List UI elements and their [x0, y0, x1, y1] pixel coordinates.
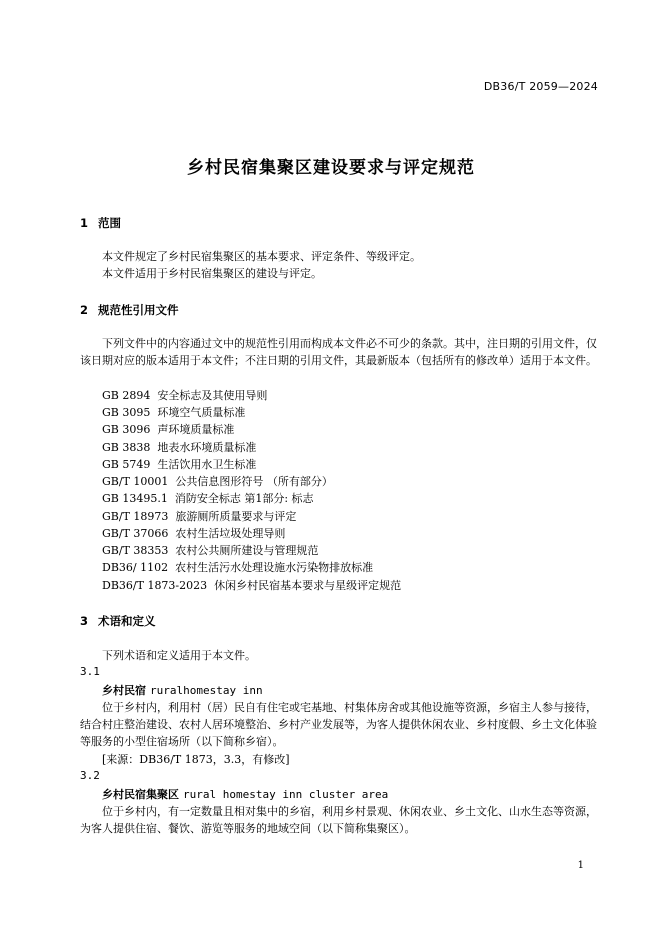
term-source: [来源：DB36/T 1873，3.3，有修改] — [102, 753, 290, 766]
term-name-en: ruralhomestay inn — [150, 684, 263, 697]
paragraph: 本文件适用于乡村民宿集聚区的建设与评定。 — [102, 267, 322, 280]
paragraph: 下列文件中的内容通过文中的规范性引用而构成本文件必不可少的条款。其中，注日期的引用文件，仅该日期对应的版本适用于本文件；不注日期的引用文件，其最新版本（包括所有的修改单）适用于本文件。 — [80, 337, 597, 367]
section-title: 术语和定义 — [98, 614, 156, 628]
reference-item: GB 3838 地表水环境质量标准 — [102, 441, 257, 454]
term-name — [102, 682, 263, 698]
term-name — [102, 786, 388, 802]
paragraph: 本文件规定了乡村民宿集聚区的基本要求、评定条件、等级评定。 — [102, 250, 421, 263]
reference-item: GB 13495.1 消防安全标志 第1部分: 标志 — [102, 492, 314, 505]
section-number: 1 — [80, 216, 89, 230]
section-2-heading — [80, 302, 179, 318]
reference-item: GB/T 10001 公共信息图形符号 （所有部分） — [102, 475, 333, 488]
section-number: 2 — [80, 303, 89, 317]
term-number: 3.1 — [80, 665, 100, 678]
reference-item: GB 3096 声环境质量标准 — [102, 423, 235, 436]
term-name-zh: 乡村民宿集聚区 — [102, 788, 179, 801]
reference-item: DB36/ 1102 农村生活污水处理设施水污染物排放标准 — [102, 561, 374, 574]
term-definition: 位于乡村内，利用村（居）民自有住宅或宅基地、村集体房舍或其他设施等资源，乡宿主人参与接待，结合村庄整治建设、农村人居环境整治、乡村产业发展等，为客人提供休闲农业、乡村度假、乡土文化体验等服务的小型住宿场所（以下简称乡宿）。 — [80, 701, 597, 748]
reference-item: GB 5749 生活饮用水卫生标准 — [102, 458, 257, 471]
reference-item: GB 3095 环境空气质量标准 — [102, 406, 246, 419]
paragraph: 下列术语和定义适用于本文件。 — [102, 649, 256, 662]
term-number: 3.2 — [80, 769, 100, 782]
term-name-en: rural homestay inn cluster area — [183, 788, 389, 801]
page-number: 1 — [577, 860, 584, 871]
reference-item: GB 2894 安全标志及其使用导则 — [102, 389, 268, 402]
document-title: 乡村民宿集聚区建设要求与评定规范 — [187, 158, 475, 178]
reference-item: GB/T 37066 农村生活垃圾处理导则 — [102, 527, 286, 540]
section-3-heading — [80, 613, 156, 629]
term-name-zh: 乡村民宿 — [102, 684, 146, 697]
reference-item: DB36/T 1873-2023 休闲乡村民宿基本要求与星级评定规范 — [102, 579, 402, 592]
section-number: 3 — [80, 614, 89, 628]
reference-item: GB/T 18973 旅游厕所质量要求与评定 — [102, 510, 297, 523]
section-title: 规范性引用文件 — [98, 303, 179, 317]
reference-item: GB/T 38353 农村公共厕所建设与管理规范 — [102, 544, 319, 557]
term-definition: 位于乡村内，有一定数量且相对集中的乡宿，利用乡村景观、休闲农业、乡土文化、山水生态等资源，为客人提供住宿、餐饮、游览等服务的地域空间（以下简称集聚区）。 — [80, 805, 597, 835]
standard-number: DB36/T 2059—2024 — [483, 80, 598, 93]
section-title: 范围 — [98, 216, 121, 230]
section-1-heading — [80, 215, 121, 231]
